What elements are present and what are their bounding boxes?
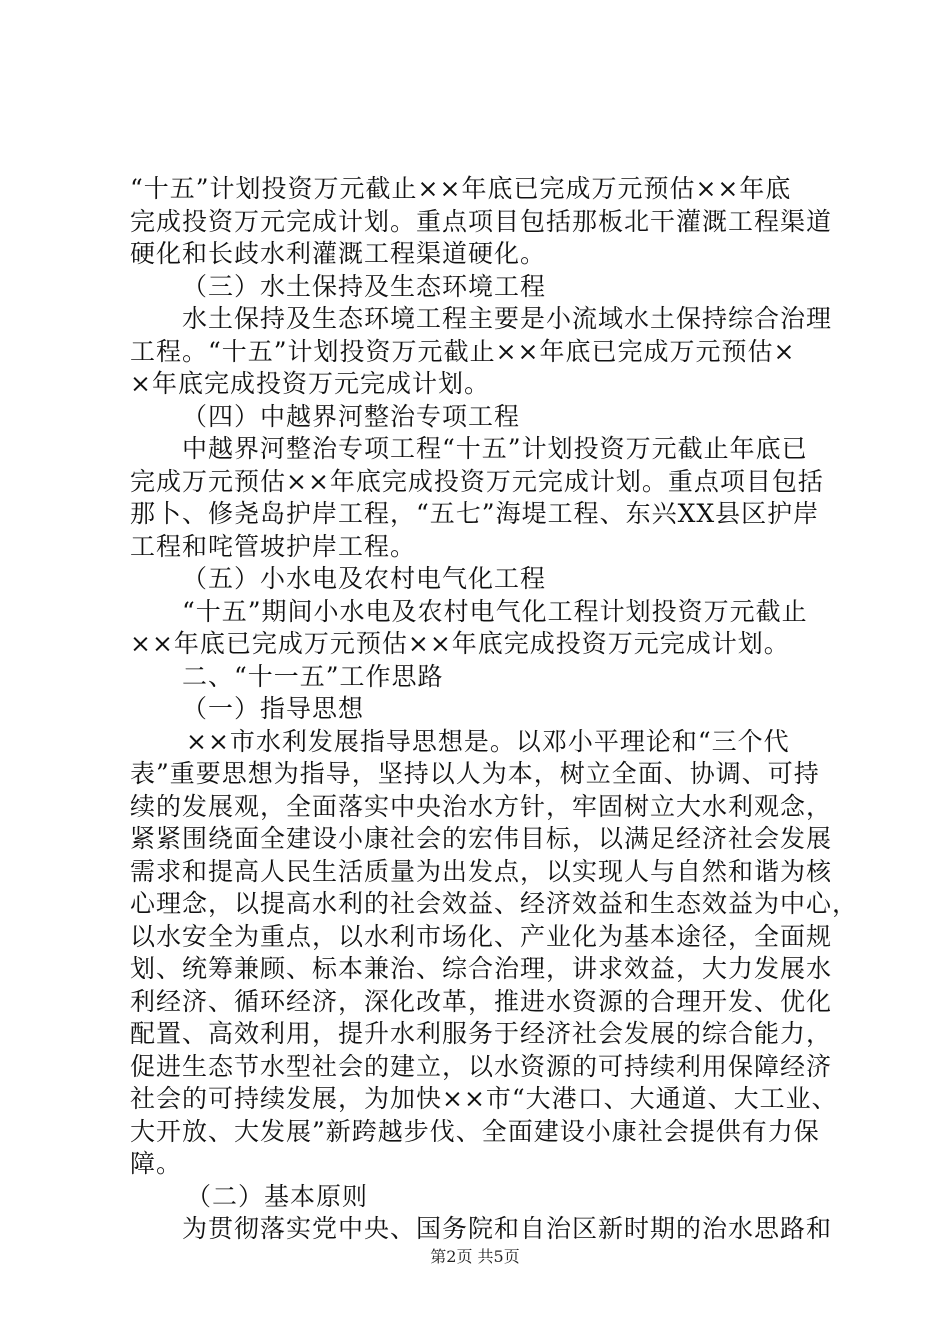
section-heading: （二）基本原则 [186,1181,369,1211]
text-line: 完成万元预估××年底完成投资万元完成计划。重点项目包括 [130,466,824,496]
body-text [130,173,859,1246]
paragraph-start: “十五”期间小水电及农村电气化工程计划投资万元截止 [182,596,808,626]
page-number-footer: 第2页 共5页 [430,1247,520,1266]
chapter-heading: 二、“十一五”工作思路 [182,661,444,691]
text-line: 配置、高效利用，提升水利服务于经济社会发展的综合能力， [130,1019,833,1048]
text-line: 硬化和长歧水利灌溉工程渠道硬化。 [130,239,547,268]
text-line: 续的发展观，全面落实中央治水方针，牢固树立大水利观念， [130,791,833,821]
text-line: ××年底已完成万元预估××年底完成投资万元完成计划。 [130,629,790,658]
text-line: 障。 [130,1149,183,1178]
text-line: 利经济、循环经济，深化改革，推进水资源的合理开发、优化 [130,986,833,1016]
text-line: 促进生态节水型社会的建立，以水资源的可持续利用保障经济 [130,1051,833,1081]
text-line: 需求和提高人民生活质量为出发点，以实现人与自然和谐为核 [130,856,833,886]
paragraph-start: 为贯彻落实党中央、国务院和自治区新时期的治水思路和 [182,1214,833,1243]
paragraph-start: 中越界河整治专项工程“十五”计划投资万元截止年底已 [182,434,808,463]
text-line: 心理念，以提高水利的社会效益、经济效益和生态效益为中心， [130,889,859,918]
text-line: 那卜、修尧岛护岸工程，“五七”海堤工程、东兴XX县区护岸 [130,499,820,528]
text-line: 紧紧围绕面全建设小康社会的宏伟目标，以满足经济社会发展 [130,824,833,853]
text-line: 完成投资万元完成计划。重点项目包括那板北干灌溉工程渠道 [130,206,833,236]
text-line: “十五”计划投资万元截止××年底已完成万元预估××年底 [130,174,792,203]
section-heading: （一）指导思想 [182,694,365,723]
text-line: ×年底完成投资万元完成计划。 [130,369,490,398]
text-line: 大开放、大发展”新跨越步伐、全面建设小康社会提供有力保 [130,1116,820,1146]
section-heading: （三）水土保持及生态环境工程 [182,271,547,301]
paragraph-start: ××市水利发展指导思想是。以邓小平理论和“三个代 [186,726,790,756]
section-heading: （五）小水电及农村电气化工程 [182,564,547,593]
text-line: 划、统筹兼顾、标本兼治、综合治理，讲求效益，大力发展水 [130,954,833,983]
text-line: 工程。“十五”计划投资万元截止××年底已完成万元预估× [130,336,796,366]
text-line: 社会的可持续发展，为加快××市“大港口、大通道、大工业、 [130,1084,838,1113]
text-line: 以水安全为重点，以水利市场化、产业化为基本途径，全面规 [130,921,833,951]
text-line: 表”重要思想为指导，坚持以人为本，树立全面、协调、可持 [130,759,820,788]
text-line: 工程和咤管坡护岸工程。 [130,531,417,561]
section-heading: （四）中越界河整治专项工程 [182,401,521,431]
paragraph-start: 水土保持及生态环境工程主要是小流域水土保持综合治理 [182,304,833,333]
